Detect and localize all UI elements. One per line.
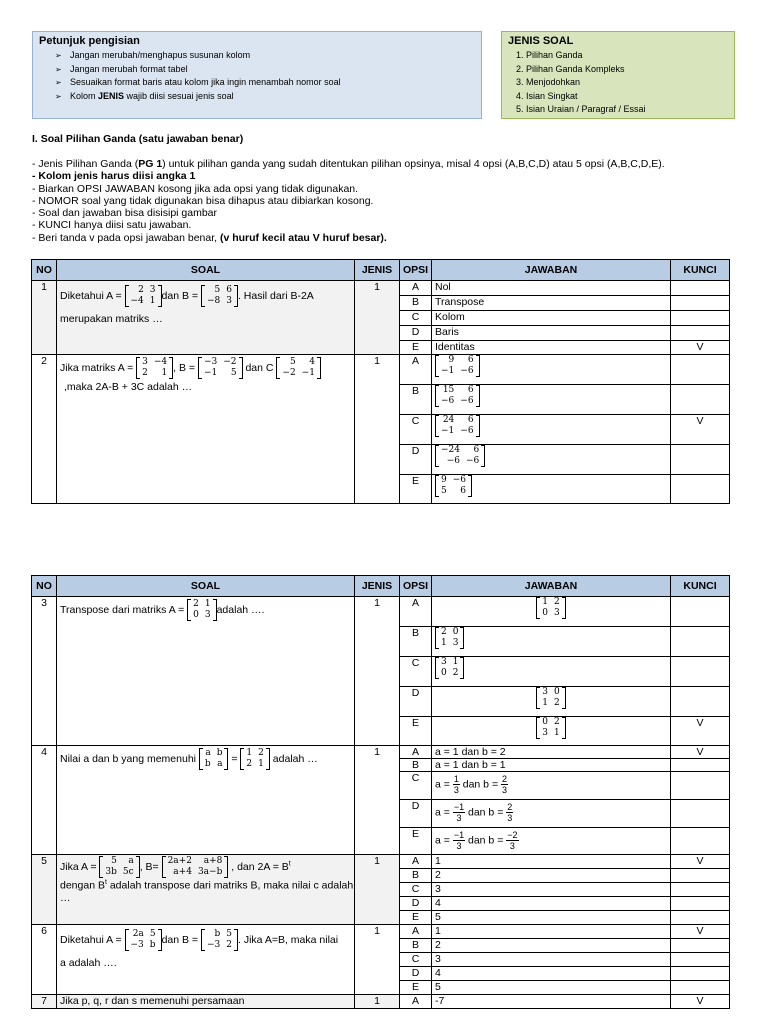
kunci-cell[interactable] [671, 800, 730, 828]
q5-jenis: 1 [355, 855, 400, 925]
matrix-entry: 0 [554, 687, 560, 697]
matrix-entry: 2 [142, 368, 148, 378]
opsi-cell: B [400, 385, 432, 415]
q2-jenis: 1 [355, 355, 400, 504]
matrix-entry: 2 [554, 717, 560, 727]
jawaban-cell[interactable] [432, 475, 671, 504]
kunci-cell[interactable] [671, 311, 730, 326]
bracket-right [562, 597, 566, 619]
opsi-cell: A [400, 355, 432, 385]
matrix-entry: 3 [142, 357, 148, 367]
opsi-cell: D [400, 445, 432, 475]
fraction: $\frac{2}{3}$ [502, 774, 508, 795]
matrix-entry: 3 [452, 638, 459, 648]
matrix-entry: −1 [441, 366, 455, 376]
jawaban-cell[interactable]: Kolom [432, 311, 671, 326]
bracket-right [476, 415, 480, 437]
list-item: 5. Isian Uraian / Paragraf / Essai [526, 103, 646, 117]
q6-jenis: 1 [355, 925, 400, 995]
kunci-cell[interactable] [671, 981, 730, 995]
instruction-line: - Jenis Pilihan Ganda (PG 1) untuk pilihan ganda yang sudah ditentukan pilihan opsinya, misal 4 opsi (A,B,C,D) atau 5 opsi (A,B,C,D,E). [32, 158, 665, 170]
matrix-entry: a+4 [173, 867, 192, 877]
kunci-cell[interactable] [671, 326, 730, 341]
jawaban-cell[interactable]: 3 [432, 883, 671, 897]
arrow-bullet-icon: ➢ [55, 91, 62, 101]
header-jawaban: JAWABAN [432, 576, 671, 597]
matrix-entry: 1 [161, 368, 168, 378]
matrix-entry: 0 [542, 717, 548, 727]
matrix-entry: 1 [149, 296, 156, 306]
instruction-line: - NOMOR soal yang tidak digunakan bisa dihapus atau dibiarkan kosong. [32, 194, 374, 207]
kunci-cell[interactable]: V [671, 855, 730, 869]
matrix-entry: 1 [204, 599, 211, 609]
table-row [32, 995, 730, 1009]
q5-soal: Jika A = 5 a 3b 5c , B= 2a+2 a+8 a+4 3a−b , dan $2A = B^t$ dengan $B^t$ adalah transpose dari matriks B, maka nilai c adalah … [57, 855, 355, 925]
matrix-entry: −3 [130, 940, 144, 950]
matrix-entry: 6 [473, 445, 480, 455]
jenis-soal-list [526, 49, 646, 117]
kunci-cell[interactable] [671, 385, 730, 415]
table-row [32, 855, 730, 869]
matrix-entry: 2 [441, 627, 447, 637]
opsi-cell: E [400, 475, 432, 504]
opsi-cell: C [400, 657, 432, 687]
table-row [32, 281, 730, 296]
matrix-entry: −1 [441, 426, 455, 436]
jawaban-cell[interactable]: -7 [432, 995, 671, 1009]
opsi-cell: A [400, 281, 432, 296]
matrix-entry: 6 [467, 415, 474, 425]
answer-matrix [435, 657, 464, 679]
kunci-cell[interactable]: V [671, 341, 730, 355]
arrow-bullet-icon: ➢ [55, 64, 62, 74]
q7-soal: Jika p, q, r dan s memenuhi persamaan [57, 995, 355, 1009]
matrix-entry: b [204, 759, 211, 769]
opsi-cell: A [400, 855, 432, 869]
kunci-cell[interactable]: V [671, 746, 730, 759]
header-kunci: KUNCI [671, 576, 730, 597]
matrix-entry: −6 [441, 396, 455, 406]
q1-no: 1 [32, 281, 57, 355]
jawaban-cell[interactable] [432, 717, 671, 746]
opsi-cell: B [400, 296, 432, 311]
jawaban-cell[interactable]: Transpose [432, 296, 671, 311]
bracket-right [317, 357, 321, 379]
matrix-entry: 1 [258, 759, 264, 769]
kunci-cell[interactable] [671, 883, 730, 897]
header-soal: SOAL [57, 260, 355, 281]
jawaban-cell[interactable] [432, 687, 671, 717]
jawaban-cell[interactable] [432, 657, 671, 687]
opsi-cell: B [400, 627, 432, 657]
jawaban-cell[interactable]: 4 [432, 897, 671, 911]
matrix-entry: 3 [204, 610, 211, 620]
opsi-cell: B [400, 869, 432, 883]
matrix-entry: 5c [122, 867, 134, 877]
matrix-entry: 1 [542, 597, 548, 607]
jawaban-cell[interactable]: a = 1 dan b = 2 [432, 746, 671, 759]
kunci-cell[interactable] [671, 828, 730, 855]
matrix-entry: a [205, 748, 211, 758]
arrow-bullet-icon: ➢ [55, 78, 62, 87]
kunci-cell[interactable] [671, 911, 730, 925]
kunci-cell[interactable] [671, 869, 730, 883]
matrix-entry: 6 [226, 285, 232, 295]
bracket-right [476, 355, 480, 377]
kunci-cell[interactable] [671, 445, 730, 475]
matrix-c [276, 357, 321, 379]
question-table-1 [31, 259, 730, 504]
jawaban-cell[interactable]: a = $\frac{-1}{3}$ dan b = $\frac{2}{3}$ [432, 800, 671, 828]
matrix-entry: 4 [309, 357, 315, 367]
matrix-entry: 3 [149, 285, 156, 295]
jawaban-cell[interactable]: a = $\frac{-1}{3}$ dan b = $\frac{-2}{3}$ [432, 828, 671, 855]
instruction-line: - Beri tanda v pada opsi jawaban benar, (v huruf kecil atau V huruf besar). [32, 231, 387, 244]
matrix-entry: 2 [452, 668, 459, 678]
kunci-cell[interactable] [671, 355, 730, 385]
opsi-cell: B [400, 939, 432, 953]
list-item: 2. Pilihan Ganda Kompleks [526, 63, 646, 77]
kunci-cell[interactable] [671, 475, 730, 504]
opsi-cell: D [400, 800, 432, 828]
matrix-entry: 3 [542, 728, 548, 738]
kunci-cell[interactable] [671, 627, 730, 657]
section-instructions [32, 158, 665, 244]
matrix-entry: 9 [441, 475, 447, 485]
jawaban-cell[interactable]: a = $\frac{1}{3}$ dan b = $\frac{2}{3}$ [432, 772, 671, 800]
matrix-entry: −6 [446, 456, 460, 466]
matrix-a [99, 856, 139, 878]
matrix-entry: 0 [452, 627, 459, 637]
jawaban-cell[interactable]: a = 1 dan b = 1 [432, 759, 671, 772]
answer-matrix [536, 597, 565, 619]
q4-no: 4 [32, 746, 57, 855]
kunci-cell[interactable]: V [671, 925, 730, 939]
bracket-right [562, 687, 566, 709]
jawaban-cell[interactable]: 2 [432, 869, 671, 883]
matrix-entry: −3 [203, 357, 218, 367]
matrix-b [201, 929, 238, 951]
matrix-entry: 1 [554, 728, 560, 738]
matrix-entry: b [216, 748, 223, 758]
jawaban-cell[interactable]: 5 [432, 981, 671, 995]
matrix-entry: 2 [554, 698, 560, 708]
jawaban-cell[interactable] [432, 415, 671, 445]
matrix-entry: 2 [554, 597, 560, 607]
q4-soal: Nilai a dan b yang memenuhi a b b a = 1 2 2 1 adalah … [57, 746, 355, 855]
opsi-cell: A [400, 597, 432, 627]
kunci-cell[interactable] [671, 759, 730, 772]
matrix-entry: −6 [452, 475, 467, 485]
matrix-entry: 1 [542, 698, 548, 708]
matrix-entry: 5 [441, 486, 447, 496]
table-header-row [32, 576, 730, 597]
jawaban-cell[interactable] [432, 597, 671, 627]
matrix-entry: 5 [226, 929, 232, 939]
matrix-entry: 6 [467, 355, 474, 365]
matrix-entry: −8 [206, 296, 221, 306]
opsi-cell: C [400, 883, 432, 897]
fraction: $\frac{2}{3}$ [507, 802, 513, 823]
jawaban-cell[interactable]: 5 [432, 911, 671, 925]
header-no: NO [32, 576, 57, 597]
matrix-a [125, 929, 162, 951]
header-kunci: KUNCI [671, 260, 730, 281]
list-item: ➢ Jangan merubah format tabel [55, 63, 341, 77]
answer-matrix [435, 415, 480, 437]
q2-no: 2 [32, 355, 57, 504]
matrix-entry: 0 [193, 610, 199, 620]
kunci-cell[interactable] [671, 897, 730, 911]
answer-matrix [536, 687, 565, 709]
list-item: 3. Menjodohkan [526, 76, 646, 90]
matrix-b [201, 285, 238, 307]
jawaban-cell[interactable]: 3 [432, 953, 671, 967]
matrix-entry: 5 [214, 285, 221, 295]
opsi-cell: E [400, 828, 432, 855]
jawaban-cell[interactable] [432, 385, 671, 415]
q3-no: 3 [32, 597, 57, 746]
jawaban-cell[interactable]: Nol [432, 281, 671, 296]
q4-jenis: 1 [355, 746, 400, 855]
q3-soal: Transpose dari matriks A = 2 1 0 3 adalah …. [57, 597, 355, 746]
matrix-entry: b [214, 929, 221, 939]
fraction: $\frac{-2}{3}$ [507, 830, 518, 851]
matrix-entry: −6 [460, 366, 474, 376]
matrix-a [136, 357, 173, 379]
matrix-entry: 2 [226, 940, 232, 950]
matrix-entry: 6 [467, 385, 474, 395]
opsi-cell: D [400, 897, 432, 911]
matrix-entry: 5 [289, 357, 296, 367]
matrix-a [187, 599, 216, 621]
table-row [32, 597, 730, 627]
opsi-cell: C [400, 415, 432, 445]
fraction: $\frac{-1}{3}$ [453, 830, 465, 851]
table-row [32, 925, 730, 939]
matrix-entry: 2 [258, 748, 264, 758]
matrix-entry: −6 [460, 426, 474, 436]
opsi-cell: A [400, 925, 432, 939]
kunci-cell[interactable] [671, 296, 730, 311]
matrix-entry: −4 [153, 357, 168, 367]
q7-jenis: 1 [355, 995, 400, 1009]
answer-matrix [435, 385, 480, 407]
opsi-cell: E [400, 981, 432, 995]
matrix-entry: 24 [442, 415, 455, 425]
matrix-b [162, 856, 229, 878]
kunci-cell[interactable] [671, 939, 730, 953]
q6-no: 6 [32, 925, 57, 995]
list-item: ➢ Sesuaikan format baris atau kolom jika ingin menambah nomor soal [55, 76, 341, 90]
matrix-a [125, 285, 162, 307]
bracket-right [460, 657, 464, 679]
matrix-entry: b [149, 940, 156, 950]
matrix-entry: 15 [442, 385, 455, 395]
instruction-line: - Biarkan OPSI JAWABAN kosong jika ada opsi yang tidak digunakan. [32, 182, 359, 195]
matrix-entry: 3 [441, 657, 447, 667]
jawaban-cell[interactable]: 1 [432, 925, 671, 939]
kunci-cell[interactable] [671, 657, 730, 687]
arrow-bullet-icon: ➢ [55, 51, 62, 60]
q5-no: 5 [32, 855, 57, 925]
jawaban-cell[interactable]: Baris [432, 326, 671, 341]
header-opsi: OPSI [400, 576, 432, 597]
jawaban-cell[interactable] [432, 445, 671, 475]
matrix-entry: 5 [111, 856, 117, 866]
q1-soal: Diketahui A = 2 3 −4 1 dan B = 5 6 −8 3 . Hasil dari B-2A merupakan matriks … [57, 281, 355, 355]
matrix-entry: 2a [132, 929, 144, 939]
opsi-cell: B [400, 759, 432, 772]
matrix-entry: 3 [226, 296, 232, 306]
instruction-line: - Kolom jenis harus diisi angka 1 [32, 170, 196, 183]
jawaban-cell[interactable]: 1 [432, 855, 671, 869]
petunjuk-title: Petunjuk pengisian [39, 35, 140, 47]
opsi-cell: A [400, 746, 432, 759]
opsi-cell: E [400, 911, 432, 925]
list-item: 4. Isian Singkat [526, 90, 646, 104]
matrix-entry: 0 [441, 668, 447, 678]
matrix-entry: a [217, 759, 223, 769]
matrix-entry: 6 [460, 486, 467, 496]
jawaban-cell[interactable]: 2 [432, 939, 671, 953]
matrix-entry: 2 [138, 285, 144, 295]
q2-soal: Jika matriks A = 3 −4 2 1 , B = −3 −2 −1 5 dan C 5 4 −2 −1 ,maka 2A-B + 3C adalah … [57, 355, 355, 504]
kunci-cell[interactable] [671, 281, 730, 296]
answer-matrix [435, 445, 485, 467]
answer-matrix [435, 355, 480, 377]
opsi-cell: A [400, 995, 432, 1009]
kunci-cell[interactable] [671, 772, 730, 800]
jawaban-cell[interactable] [432, 627, 671, 657]
header-jawaban: JAWABAN [432, 260, 671, 281]
matrix-entry: 1 [246, 748, 253, 758]
matrix-entry: 3 [554, 608, 560, 618]
kunci-cell[interactable]: V [671, 415, 730, 445]
petunjuk-box [32, 31, 482, 119]
opsi-cell: D [400, 687, 432, 717]
jawaban-cell[interactable]: 4 [432, 967, 671, 981]
matrix-entry: −24 [441, 445, 460, 455]
opsi-cell: D [400, 967, 432, 981]
answer-matrix [435, 627, 464, 649]
matrix-entry: 1 [441, 638, 447, 648]
matrix-entry: a+8 [203, 856, 223, 866]
matrix-entry: −3 [206, 940, 221, 950]
list-item: ➢ Kolom JENIS wajib diisi sesuai jenis soal [55, 90, 341, 104]
kunci-cell[interactable]: V [671, 995, 730, 1009]
header-jenis: JENIS [355, 260, 400, 281]
jawaban-cell[interactable]: Identitas [432, 341, 671, 355]
matrix-entry: −1 [301, 368, 315, 378]
opsi-cell: C [400, 772, 432, 800]
jawaban-cell[interactable] [432, 355, 671, 385]
matrix-entry: a [128, 856, 134, 866]
table-header-row [32, 260, 730, 281]
table-row [32, 355, 730, 385]
header-soal: SOAL [57, 576, 355, 597]
bracket-right [460, 627, 464, 649]
header-jenis: JENIS [355, 576, 400, 597]
matrix-entry: −6 [460, 396, 474, 406]
list-item: ➢ Jangan merubah/menghapus susunan kolom [55, 49, 341, 63]
question-table-2 [31, 575, 730, 1009]
opsi-cell: E [400, 341, 432, 355]
matrix-entry: 2a+2 [167, 856, 192, 866]
q1-jenis: 1 [355, 281, 400, 355]
matrix-entry: 3a−b [197, 867, 223, 877]
q3-jenis: 1 [355, 597, 400, 746]
answer-matrix [536, 717, 565, 739]
answer-matrix [435, 475, 472, 497]
matrix-result [240, 748, 269, 770]
kunci-cell[interactable] [671, 953, 730, 967]
matrix-entry: −2 [223, 357, 237, 367]
bracket-right [481, 445, 485, 467]
matrix-entry: −6 [466, 456, 480, 466]
matrix-entry: 5 [230, 368, 237, 378]
kunci-cell[interactable]: V [671, 717, 730, 746]
jenis-soal-box [501, 31, 735, 119]
header-no: NO [32, 260, 57, 281]
opsi-cell: C [400, 953, 432, 967]
bracket-right [562, 717, 566, 739]
jenis-soal-title: JENIS SOAL [508, 35, 574, 47]
matrix-entry: 3 [542, 687, 548, 697]
matrix-entry: 3b [105, 867, 117, 877]
kunci-cell[interactable] [671, 687, 730, 717]
bracket-right [468, 475, 472, 497]
matrix-entry: 2 [193, 599, 199, 609]
petunjuk-list [55, 49, 341, 103]
q7-no: 7 [32, 995, 57, 1009]
matrix-entry: 9 [448, 355, 455, 365]
list-item: 1. Pilihan Ganda [526, 49, 646, 63]
matrix-entry: 2 [246, 759, 253, 769]
matrix-entry: −2 [282, 368, 296, 378]
matrix-b [198, 357, 243, 379]
fraction: $\frac{1}{3}$ [453, 774, 459, 795]
matrix-ab [199, 748, 229, 770]
instruction-line: - KUNCI hanya diisi satu jawaban. [32, 219, 192, 232]
bracket-right [476, 385, 480, 407]
kunci-cell[interactable] [671, 597, 730, 627]
fraction: $\frac{-1}{3}$ [453, 802, 465, 823]
section-heading: I. Soal Pilihan Ganda (satu jawaban benar) [32, 133, 244, 145]
opsi-cell: C [400, 311, 432, 326]
matrix-entry: −1 [203, 368, 218, 378]
instruction-line: - Soal dan jawaban bisa disisipi gambar [32, 207, 218, 220]
kunci-cell[interactable] [671, 967, 730, 981]
opsi-cell: E [400, 717, 432, 746]
matrix-entry: 1 [452, 657, 459, 667]
matrix-entry: 5 [149, 929, 156, 939]
opsi-cell: D [400, 326, 432, 341]
table-row [32, 746, 730, 759]
q6-soal: Diketahui A = 2a 5 −3 b dan B = b 5 −3 2 . Jika A=B, maka nilai a adalah …. [57, 925, 355, 995]
header-opsi: OPSI [400, 260, 432, 281]
matrix-entry: 0 [542, 608, 548, 618]
matrix-entry: −4 [130, 296, 144, 306]
